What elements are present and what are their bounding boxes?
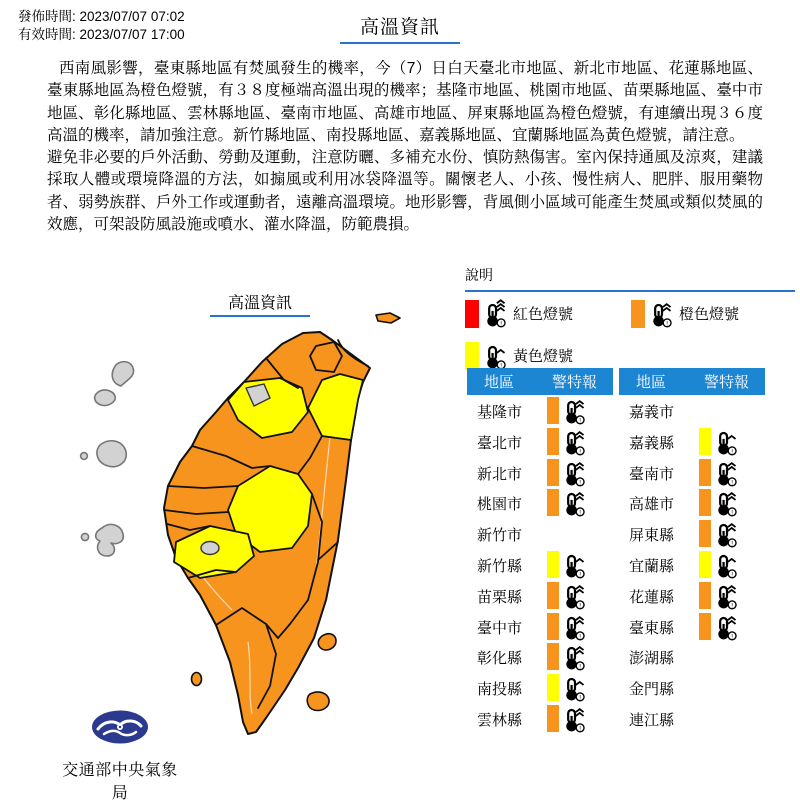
- svg-text:!: !: [731, 602, 734, 610]
- svg-text:!: !: [579, 632, 582, 640]
- thermometer-heat-icon: [715, 519, 739, 548]
- table-row: 嘉義縣 !: [619, 426, 765, 457]
- bulletin-paragraph-1: 西南風影響，臺東縣地區有焚風發生的機率，今（7）日白天臺北市地區、新北市地區、花蓮縣地區、臺東縣地區為橙色燈號，有３８度極端高溫出現的機率；基隆市地區、桃園市地區、苗栗縣地區、臺中市地區、彰化縣地區、雲林縣地區、臺南市地區、高雄市地區、屏東縣地區為橙色燈號，有連續出現３６度高溫的機率，請加強注意。新竹縣地區、南投縣地區、嘉義縣地區、宜蘭縣地區為黃色燈號，請注意。: [47, 60, 763, 144]
- color-swatch: [631, 300, 645, 328]
- island-west-small: [95, 390, 116, 405]
- svg-text:!: !: [579, 602, 582, 610]
- thermometer-heat-icon: [715, 427, 739, 456]
- county-chiayi-city: [201, 542, 219, 555]
- legend-item-orange: [631, 299, 739, 328]
- table-row: 高雄市 !: [619, 487, 765, 518]
- table-row: 金門縣: [629, 681, 675, 699]
- thermometer-heat-icon: [563, 581, 587, 610]
- color-swatch: [547, 643, 559, 670]
- islet-northeast: [376, 313, 400, 323]
- color-swatch: [699, 582, 711, 609]
- island-kinmen-islet: [81, 453, 88, 460]
- thermometer-heat-icon: [650, 299, 674, 328]
- table-header: [467, 368, 613, 395]
- color-swatch: [699, 459, 711, 486]
- bulletin-text: [47, 58, 763, 236]
- color-swatch: [547, 397, 559, 424]
- bulletin-paragraph-2: 避免非必要的戶外活動、勞動及運動，注意防曬、多補充水份、慎防熱傷害。室內保持通風及涼爽，建議採取人體或環境降溫的方法，如搧風或利用冰袋降溫等。關懷老人、小孩、慢性病人、肥胖、服用藥物者、弱勢族群、戶外工作或運動者，遠離高溫環境。地形影響，背風側小區域可能產生焚風或類似焚風的效應，可架設防風設施或噴水、灌水降溫，防範農損。: [47, 149, 763, 234]
- svg-text:!: !: [579, 417, 582, 425]
- thermometer-heat-icon: [563, 642, 587, 671]
- map-title: 高溫資訊: [210, 290, 310, 317]
- island-penghu-islet: [81, 533, 88, 540]
- color-swatch: [547, 674, 559, 701]
- issue-valid-times: [18, 8, 185, 44]
- header-region: 地區: [484, 374, 515, 391]
- color-swatch: [699, 489, 711, 516]
- title-underline: [340, 42, 460, 44]
- page-title: 高溫資訊: [340, 12, 460, 44]
- issue-time: 發佈時間: 2023/07/07 07:02: [18, 9, 185, 24]
- thermometer-heat-icon: [563, 396, 587, 425]
- table-row: 新竹縣 !: [467, 549, 613, 580]
- color-swatch: [547, 489, 559, 516]
- island-penghu: [96, 524, 124, 556]
- table-row: 澎湖縣: [629, 650, 675, 668]
- warning-table-left: [467, 368, 613, 734]
- taiwan-map: [70, 290, 460, 765]
- warning-table-right: [619, 368, 765, 734]
- svg-text:!: !: [731, 571, 734, 579]
- svg-text:!: !: [579, 478, 582, 486]
- thermometer-heat-icon: [563, 458, 587, 487]
- table-row: 花蓮縣 !: [619, 580, 765, 611]
- table-row: 臺中市 !: [467, 611, 613, 642]
- color-swatch: [465, 300, 479, 328]
- table-row: 連江縣: [629, 711, 675, 729]
- svg-text:!: !: [731, 478, 734, 486]
- legend-label-red: 紅色燈號: [513, 306, 574, 323]
- table-row: 新北市 !: [467, 457, 613, 488]
- svg-text:!: !: [731, 632, 734, 640]
- thermometer-heat-icon: [563, 427, 587, 456]
- color-swatch: [699, 520, 711, 547]
- thermometer-heat-icon: [563, 704, 587, 733]
- table-row: 苗栗縣 !: [467, 580, 613, 611]
- thermometer-heat-icon: [563, 550, 587, 579]
- color-swatch: [547, 705, 559, 732]
- svg-text:!: !: [579, 571, 582, 579]
- thermometer-heat-icon: [715, 488, 739, 517]
- table-row: 屏東縣 !: [619, 518, 765, 549]
- thermometer-heat-icon: [563, 673, 587, 702]
- table-row: 臺北市 !: [467, 426, 613, 457]
- legend-panel: [465, 265, 795, 376]
- svg-text:!: !: [579, 725, 582, 733]
- thermometer-heat-icon: [715, 550, 739, 579]
- header-warning: 警特報: [704, 374, 750, 391]
- table-row: 嘉義市: [629, 404, 675, 421]
- svg-text:!: !: [666, 320, 669, 328]
- thermometer-heat-icon: [563, 612, 587, 641]
- table-header: [619, 368, 765, 395]
- svg-text:!: !: [731, 540, 734, 548]
- thermometer-heat-icon: [563, 488, 587, 517]
- svg-text:!: !: [500, 362, 503, 370]
- legend-item-red: [465, 299, 573, 328]
- color-swatch: [547, 459, 559, 486]
- islet-green-island: [318, 634, 336, 650]
- svg-text:!: !: [579, 663, 582, 671]
- color-swatch: [699, 551, 711, 578]
- islet-orchid-island: [307, 692, 329, 710]
- cwb-logo-block: [55, 708, 185, 800]
- table-row: 雲林縣 !: [467, 703, 613, 734]
- svg-text:!: !: [731, 448, 734, 456]
- valid-time: 有效時間: 2023/07/07 17:00: [18, 27, 185, 42]
- table-row: 新竹市: [477, 527, 523, 545]
- legend-label-yellow: 黃色燈號: [513, 348, 574, 365]
- table-row: 基隆市 !: [467, 395, 613, 426]
- island-matsu: [112, 362, 133, 386]
- legend-label-orange: 橙色燈號: [679, 306, 740, 323]
- islet-lamay: [192, 673, 202, 686]
- table-row: 彰化縣 !: [467, 641, 613, 672]
- thermometer-heat-icon: [484, 299, 508, 328]
- legend-row-1: [465, 292, 795, 334]
- agency-name: 交通部中央氣象局: [62, 762, 178, 800]
- color-swatch: [699, 428, 711, 455]
- svg-text:!: !: [579, 694, 582, 702]
- thermometer-heat-icon: [715, 612, 739, 641]
- thermometer-heat-icon: [484, 341, 508, 370]
- color-swatch: [699, 613, 711, 640]
- color-swatch: [547, 613, 559, 640]
- header-region: 地區: [636, 374, 667, 391]
- thermometer-heat-icon: [715, 458, 739, 487]
- island-kinmen: [97, 441, 126, 467]
- svg-text:!: !: [500, 320, 503, 328]
- color-swatch: [547, 582, 559, 609]
- svg-text:!: !: [579, 509, 582, 517]
- thermometer-heat-icon: [715, 581, 739, 610]
- svg-text:!: !: [579, 448, 582, 456]
- color-swatch: [465, 342, 479, 370]
- legend-title: 說明: [465, 265, 795, 292]
- svg-text:!: !: [731, 509, 734, 517]
- table-row: 桃園市 !: [467, 487, 613, 518]
- color-swatch: [547, 428, 559, 455]
- legend-item-yellow: [465, 341, 573, 370]
- table-row: 宜蘭縣 !: [619, 549, 765, 580]
- header-warning: 警特報: [552, 374, 598, 391]
- table-row: 南投縣 !: [467, 672, 613, 703]
- table-row: 臺南市 !: [619, 457, 765, 488]
- table-row: 臺東縣 !: [619, 611, 765, 642]
- cwb-logo: [90, 708, 150, 748]
- color-swatch: [547, 551, 559, 578]
